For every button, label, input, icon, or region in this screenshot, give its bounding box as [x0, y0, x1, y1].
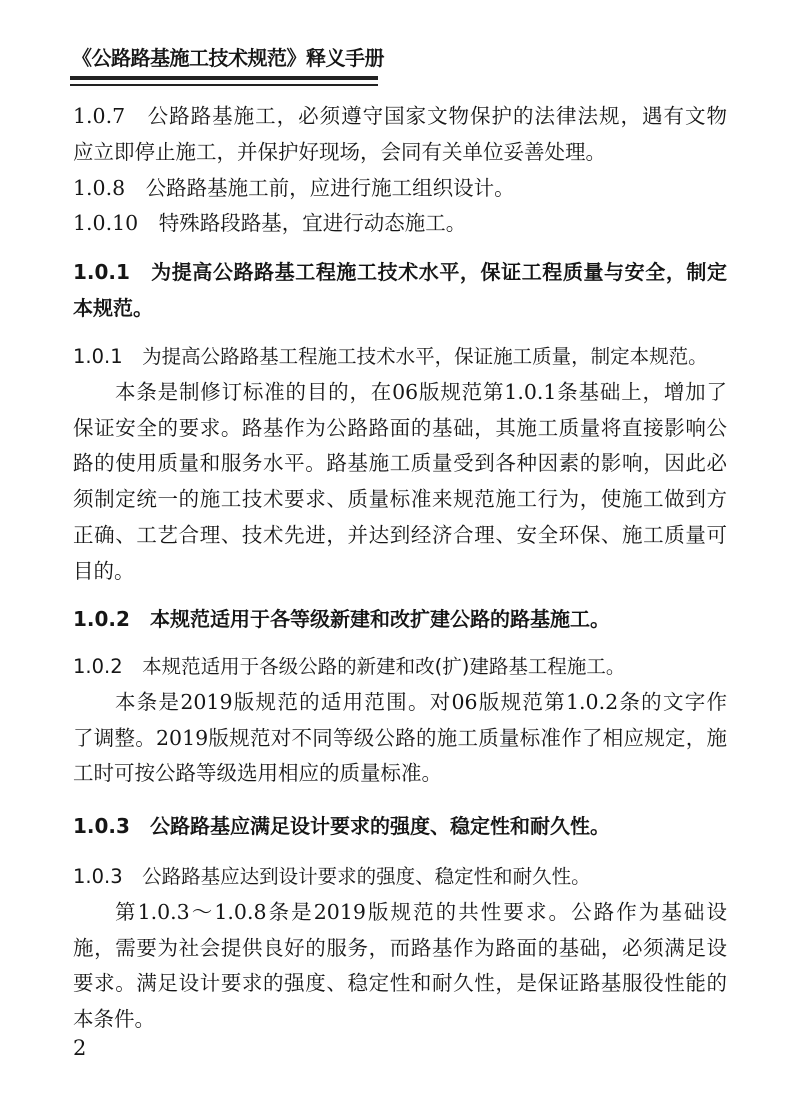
section-heading-1-0-2: [73, 602, 727, 638]
explanation-line: 须制定统一的施工技术要求、质量标准来规范施工行为，使施工做到方: [73, 487, 727, 512]
clause-line: 1.0.7 公路路基施工，必须遵守国家文物保护的法律法规，遇有文物: [73, 104, 727, 128]
heading-line: 1.0.3 公路路基应满足设计要求的强度、稳定性和耐久性。: [73, 814, 610, 838]
section-heading-1-0-1: [73, 255, 727, 327]
section-body-1-0-2: [73, 649, 727, 792]
section-body-1-0-3: [73, 859, 727, 1038]
clauses-top: [73, 99, 727, 242]
clause-line: 应立即停止施工，并保护好现场，会同有关单位妥善处理。: [73, 139, 606, 164]
old-clause: 1.0.2 本规范适用于各级公路的新建和改(扩)建路基工程施工。: [73, 655, 626, 678]
running-header: 《公路路基施工技术规范》释义手册: [72, 46, 384, 70]
explanation-line: 施，需要为社会提供良好的服务，而路基作为路面的基础，必须满足设: [73, 935, 727, 960]
explanation-line: 了调整。2019版规范对不同等级公路的施工质量标准作了相应规定，施: [73, 725, 727, 750]
explanation-line: 本条是制修订标准的目的，在06版规范第1.0.1条基础上，增加了: [115, 379, 727, 404]
page-number: 2: [73, 1036, 87, 1060]
explanation-line: 目的。: [73, 558, 135, 583]
clause-line: 1.0.8 公路路基施工前，应进行施工组织设计。: [73, 175, 515, 200]
old-clause: 1.0.1 为提高公路路基工程施工技术水平，保证施工质量，制定本规范。: [73, 345, 708, 368]
old-clause: 1.0.3 公路路基应达到设计要求的强度、稳定性和耐久性。: [73, 865, 591, 888]
section-body-1-0-1: [73, 339, 727, 590]
explanation-line: 本条件。: [73, 1007, 155, 1032]
explanation-line: 要求。满足设计要求的强度、稳定性和耐久性，是保证路基服役性能的: [73, 971, 727, 996]
explanation-line: 第1.0.3～1.0.8条是2019版规范的共性要求。公路作为基础设: [115, 899, 727, 924]
heading-line: 1.0.1 为提高公路路基工程施工技术水平，保证工程质量与安全，制定: [73, 260, 727, 284]
explanation-line: 工时可按公路等级选用相应的质量标准。: [73, 761, 442, 786]
explanation-line: 保证安全的要求。路基作为公路路面的基础，其施工质量将直接影响公: [73, 415, 727, 440]
explanation-line: 路的使用质量和服务水平。路基施工质量受到各种因素的影响，因此必: [73, 451, 727, 476]
heading-line: 1.0.2 本规范适用于各等级新建和改扩建公路的路基施工。: [73, 607, 610, 631]
section-heading-1-0-3: [73, 809, 727, 845]
header-rule-thin: [70, 84, 378, 86]
explanation-line: 本条是2019版规范的适用范围。对06版规范第1.0.2条的文字作: [115, 689, 727, 714]
clause-line: 1.0.10 特殊路段路基，宜进行动态施工。: [73, 211, 467, 236]
explanation-line: 正确、工艺合理、技术先进，并达到经济合理、安全环保、施工质量可: [73, 522, 727, 547]
header-rule: [70, 76, 378, 80]
heading-line: 本规范。: [73, 295, 153, 320]
